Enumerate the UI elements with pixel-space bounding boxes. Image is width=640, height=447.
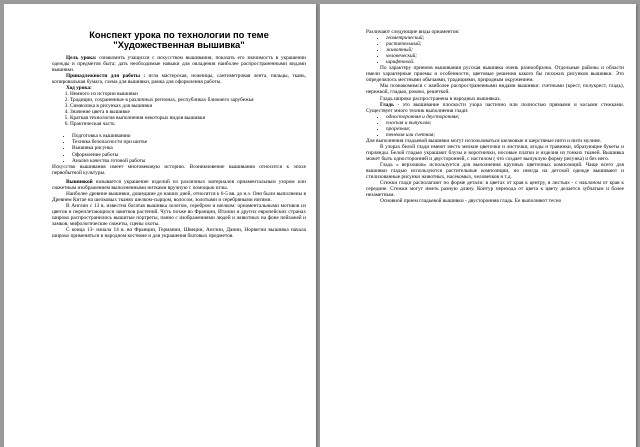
- ornament-type: • шрифтовой.: [386, 59, 624, 65]
- techniques-paragraph: Мы познакомимся с наиболее распространенными видами вышивки: счетными (крест, полукрест, гладь), нережкой, гладью, рококо, решеткой.: [366, 83, 624, 96]
- embroidery-term: Вышивкой: [66, 178, 93, 185]
- goal-label: Цель урока:: [66, 54, 97, 61]
- outline-item: 2. Традиции, сохраненные в различных регионах, республиках ближнего зарубежья: [70, 97, 306, 103]
- ornament-types-list: [366, 35, 624, 65]
- supplies-paragraph: [52, 73, 306, 85]
- satin-term: Гладь: [380, 101, 394, 108]
- practice-item: • Оформление работы: [72, 152, 306, 158]
- satin-definition: - это вышивание плоскости узора частично или полностью прямыми и косыми стежками. Существует много техник выполнения глади:: [366, 101, 624, 114]
- practice-list: [52, 133, 306, 163]
- threads-paragraph: Для выполнения гладьевой вышивки могут использоваться шелковые и шерстяные нити и нити мулине.: [366, 137, 602, 144]
- satin-types-list: [366, 114, 624, 138]
- practice-item: • Техника безопасности при шитье: [72, 139, 306, 145]
- practice-item: • Вышивка рисунка: [72, 145, 306, 151]
- ornament-type: • человеческий;: [386, 53, 624, 59]
- document-page-left: [4, 4, 316, 447]
- practice-item: • Анализ качества готовой работы: [72, 158, 306, 164]
- course-label: Ход урока:: [66, 85, 92, 92]
- document-page-right: [320, 4, 636, 447]
- goal-text: ознакомить учащихся с искусством вышивания, показать его значимость в украшении одежды и предметов быта; дать необходимые навыки для овладения наиболее распространенными видами вышивки.: [52, 54, 307, 73]
- centuries-paragraph: В Англии с 13 в. известна богатая вышивка золотом, серебром и шелком: орнаментальными мотивов из цветов и переплетающихся завитков растений. Чуть позже во Франции, Италии и других европейских странах широко распространились вышитые портреты, панно с изображениями людей и животных на фоне пейзажей и замков, мифологические сюжеты, сцены охоты.: [52, 202, 306, 228]
- art-paragraph: Искусство вышивания имеет многовековую историю. Возникновение вышивания относится к эпохе первобытной культуры.: [52, 163, 306, 176]
- satin-type: • односторонняя и двусторонняя;: [386, 114, 624, 120]
- ancient-paragraph: Наиболее древние вышивки, дошедшие до наших дней, относятся к 6-5 вв. до н.э. Они были выполнены в Древнем Китае на шелковых тканях шелком-сырцом, волосом, золотыми и серебряными нитями.: [52, 190, 306, 203]
- title-line-2: "Художественная вышивка": [113, 39, 245, 51]
- regional-paragraph: По характеру приемов вышивания русская вышивка очень разнообразна. Отдельные районы и области имели характерные приемы и особенности, цветовые решения какого бы похожих рисунков вышивки. Это определялось местными обычаями, традициями, природным окружением.: [366, 65, 624, 84]
- supplies-label: Принадлежности для работы :: [66, 72, 146, 79]
- embroidery-definition: называется украшение изделий из различных материалов орнаментальным узором или сюжетным изображением выполненными нитками вручную с помощью иглы.: [52, 178, 307, 191]
- late-paragraph: С конца 13- начала 14 в. во Франции, Германии, Швеции, Англии, Дании, Норвегии вышивка начала широко применяться в народном костюме и для украшения бытовых предметов.: [52, 227, 306, 240]
- outline-item: 5. Краткая технология выполнения некоторых видов вышивки: [70, 115, 306, 121]
- satin-paragraph: [366, 102, 624, 114]
- ornament-type: • животный;: [386, 47, 624, 53]
- ornaments-intro: Различают следующие виды орнаментов:: [366, 29, 460, 35]
- outline-item: 3. Символика в рисунках для вышивки: [70, 103, 306, 109]
- practice-item: • Подготовка к вышиванию: [72, 133, 306, 139]
- ornament-type: • растительный;: [386, 41, 624, 47]
- document-title: [52, 30, 306, 51]
- outline-item: 4. Значение цвета в вышивке: [70, 109, 306, 115]
- verkhosh-paragraph: Гладь « верхошов» используется для выполнения крупных цветочных композиций. Чаще всего для вышивки гладью используются растительные композиции, но иногда на детской одежде вышивают и стилизованные рисунки животных, насекомых, человечков и т.д.: [366, 162, 624, 181]
- title-line-1: Конспект урока по технологии по теме: [89, 29, 269, 40]
- ornament-type: • геометрический;: [386, 35, 624, 41]
- outline-item: 1. Немного из истории вышивки: [70, 91, 306, 97]
- white-satin-paragraph: В узорах белой глади имеют место мелкие цветочки и листочки, ягоды и травинки, образующие букеты и гирлянды. Белой гладью украшают блузы и воротнички, носовые платки и изделия из тонких тканей. Вышивка может быть односторонней и двусторонней, с настилом ( что создает выпуклую форму рисунка) и без него.: [366, 143, 624, 162]
- outline-item: 6. Практическая часть: [70, 121, 306, 127]
- satin-type: • прорезная;: [386, 126, 624, 132]
- satin-type: • плоская и выпуклая;: [386, 120, 624, 126]
- supplies-text: игла мастерская, ножницы, сантиметровая лента, пяльцы, ткань, копировальная бумага, схема для вышивки, рамка для оформления работы.: [52, 72, 306, 85]
- popular-paragraph: Гладь широко распространена в народных вышивках.: [380, 95, 502, 102]
- goal-paragraph: [52, 55, 306, 73]
- stitches-paragraph: Стежки глади располагают по форме детали: в цветах от края к центру, в листьях - с наклоном от края к середине. Стежки могут иметь разную длину. Контур перехода от цвета к цвету делается зубчатым и более незаметным.: [366, 180, 624, 199]
- embroidery-paragraph: [52, 179, 306, 191]
- page-right-content: [366, 4, 624, 204]
- page-left-content: [52, 4, 306, 239]
- basic-technique-paragraph: Основной прием гладьевой вышивки - двусторонняя гладь. Ее выполняют тесно: [380, 198, 562, 205]
- satin-type: • теневая или счетная;: [386, 132, 624, 138]
- course-outline: [52, 91, 306, 127]
